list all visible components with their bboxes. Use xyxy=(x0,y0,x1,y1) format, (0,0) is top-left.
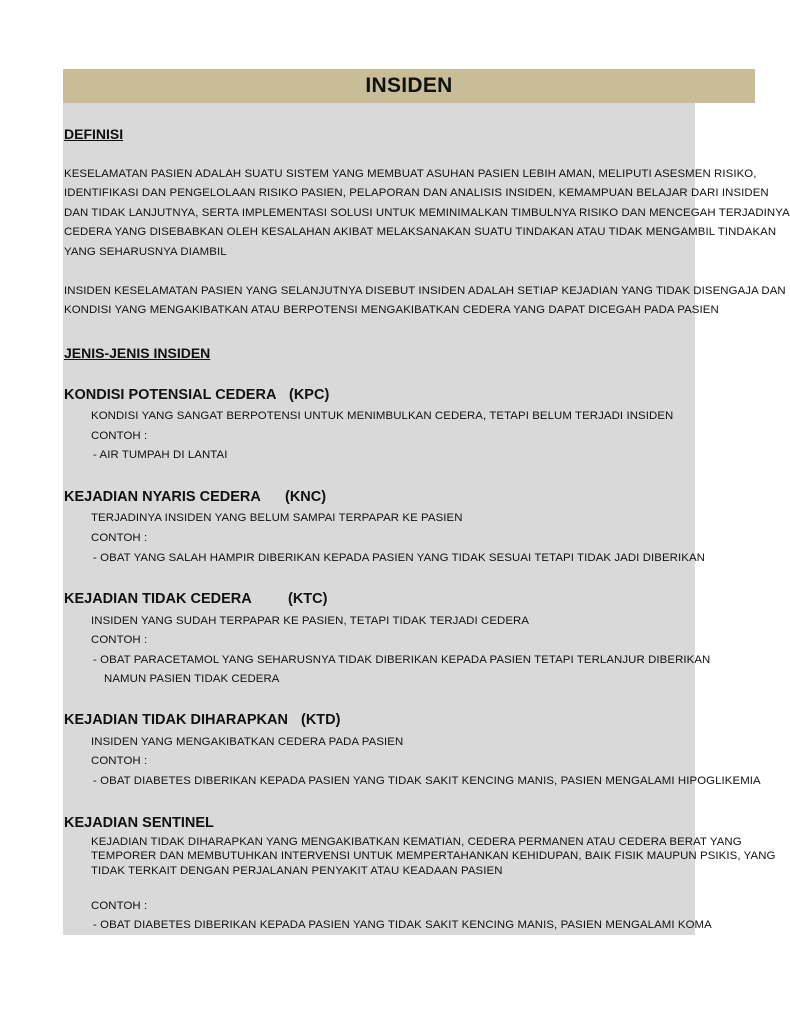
knc-contoh-label: CONTOH : xyxy=(91,532,148,544)
definisi-para1-line: IDENTIFIKASI DAN PENGELOLAAN RISIKO PASIEN, PELAPORAN DAN ANALISIS INSIDEN, KEMAMPUAN BELAJAR DARI INSIDEN xyxy=(64,187,769,199)
kpc-description: KONDISI YANG SANGAT BERPOTENSI UNTUK MENIMBULKAN CEDERA, TETAPI BELUM TERJADI INSIDEN xyxy=(91,410,674,422)
knc-example: - OBAT YANG SALAH HAMPIR DIBERIKAN KEPADA PASIEN YANG TIDAK SESUAI TETAPI TIDAK JADI DIBERIKAN xyxy=(93,552,705,564)
kpc-code: (KPC) xyxy=(289,387,330,403)
kpc-title: KONDISI POTENSIAL CEDERA xyxy=(64,387,277,403)
page-title: INSIDEN xyxy=(365,74,453,97)
ktd-title: KEJADIAN TIDAK DIHARAPKAN xyxy=(64,712,288,728)
sentinel-description-line: TEMPORER DAN MEMBUTUHKAN INTERVENSI UNTUK MEMPERTAHANKAN KEHIDUPAN, BAIK FISIK MAUPUN PSIKIS, YANG xyxy=(91,850,776,862)
ktc-contoh-label: CONTOH : xyxy=(91,634,148,646)
definisi-para1-line: KESELAMATAN PASIEN ADALAH SUATU SISTEM YANG MEMBUAT ASUHAN PASIEN LEBIH AMAN, MELIPUTI ASESMEN RISIKO, xyxy=(64,168,757,180)
knc-title: KEJADIAN NYARIS CEDERA xyxy=(64,489,261,505)
ktd-code: (KTD) xyxy=(301,712,341,728)
sentinel-description-line: TIDAK TERKAIT DENGAN PERJALANAN PENYAKIT ATAU KEADAAN PASIEN xyxy=(91,865,503,877)
definisi-para2-line: KONDISI YANG MENGAKIBATKAN ATAU BERPOTENSI MENGAKIBATKAN CEDERA YANG DAPAT DICEGAH PADA PASIEN xyxy=(64,304,719,316)
sentinel-title: KEJADIAN SENTINEL xyxy=(64,815,214,831)
ktc-code: (KTC) xyxy=(288,591,328,607)
definisi-para2-line: INSIDEN KESELAMATAN PASIEN YANG SELANJUTNYA DISEBUT INSIDEN ADALAH SETIAP KEJADIAN YANG TIDAK DISENGAJA DAN xyxy=(64,285,786,297)
kpc-contoh-label: CONTOH : xyxy=(91,430,148,442)
sentinel-description-line: KEJADIAN TIDAK DIHARAPKAN YANG MENGAKIBATKAN KEMATIAN, CEDERA PERMANEN ATAU CEDERA BERAT YANG xyxy=(91,836,742,848)
ktd-example: - OBAT DIABETES DIBERIKAN KEPADA PASIEN YANG TIDAK SAKIT KENCING MANIS, PASIEN MENGALAMI HIPOGLIKEMIA xyxy=(93,775,761,787)
definisi-heading: DEFINISI xyxy=(64,126,124,142)
title-bar xyxy=(63,69,755,103)
ktc-description: INSIDEN YANG SUDAH TERPAPAR KE PASIEN, TETAPI TIDAK TERJADI CEDERA xyxy=(91,615,530,627)
ktd-description: INSIDEN YANG MENGAKIBATKAN CEDERA PADA PASIEN xyxy=(91,736,404,748)
knc-code: (KNC) xyxy=(285,489,327,505)
definisi-para1-line: CEDERA YANG DISEBABKAN OLEH KESALAHAN AKIBAT MELAKSANAKAN SUATU TINDAKAN ATAU TIDAK MENGAMBIL TINDAKAN xyxy=(64,226,777,238)
document-sheet xyxy=(63,103,790,935)
kpc-example: - AIR TUMPAH DI LANTAI xyxy=(93,449,228,461)
sentinel-example: - OBAT DIABETES DIBERIKAN KEPADA PASIEN YANG TIDAK SAKIT KENCING MANIS, PASIEN MENGALAMI KOMA xyxy=(93,919,712,931)
ktd-contoh-label: CONTOH : xyxy=(91,755,148,767)
definisi-para1-line: DAN TIDAK LANJUTNYA, SERTA IMPLEMENTASI SOLUSI UNTUK MEMINIMALKAN TIMBULNYA RISIKO DAN MENCEGAH TERJADINYA xyxy=(64,207,790,219)
definisi-para1-line: YANG SEHARUSNYA DIAMBIL xyxy=(64,246,227,258)
ktc-example: - OBAT PARACETAMOL YANG SEHARUSNYA TIDAK DIBERIKAN KEPADA PASIEN TETAPI TERLANJUR DIBERIKAN xyxy=(93,654,711,666)
knc-description: TERJADINYA INSIDEN YANG BELUM SAMPAI TERPAPAR KE PASIEN xyxy=(91,512,463,524)
sentinel-contoh-label: CONTOH : xyxy=(91,900,148,912)
ktc-example-cont: NAMUN PASIEN TIDAK CEDERA xyxy=(104,673,280,685)
ktc-title: KEJADIAN TIDAK CEDERA xyxy=(64,591,252,607)
jenis-heading: JENIS-JENIS INSIDEN xyxy=(64,345,211,361)
